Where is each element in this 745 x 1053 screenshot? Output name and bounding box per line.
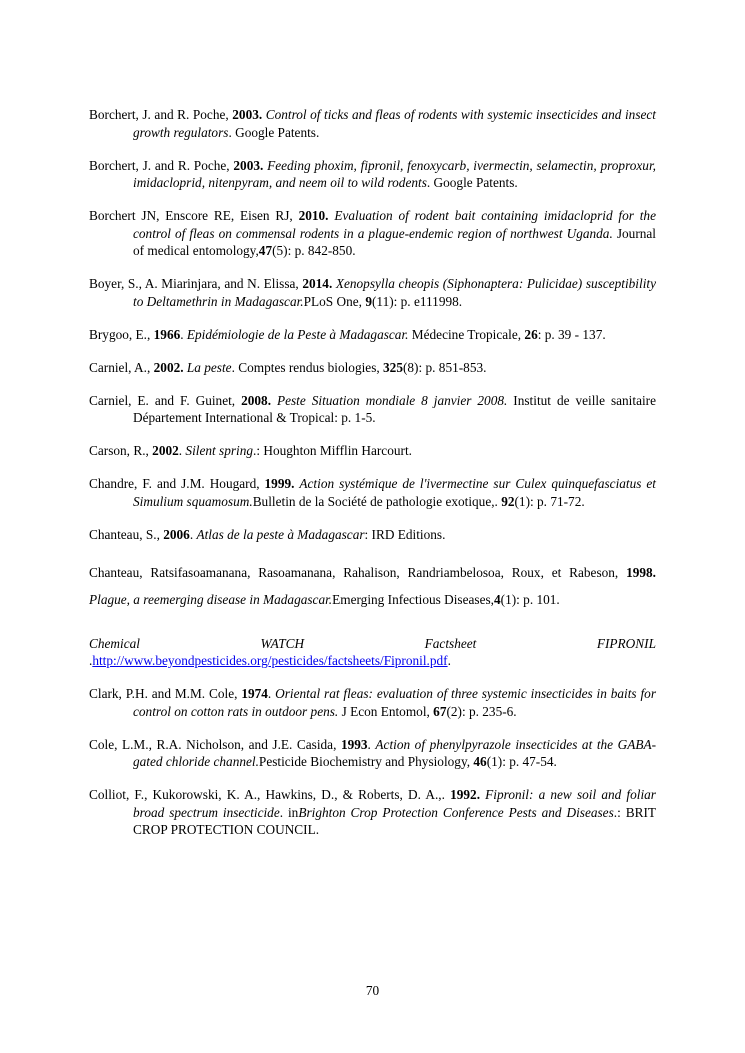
reference-url-line: .http://www.beyondpesticides.org/pesticides/factsheets/Fipronil.pdf. (89, 653, 451, 668)
factsheet-link[interactable]: http://www.beyondpesticides.org/pesticides/factsheets/Fipronil.pdf (92, 653, 448, 668)
reference-entry: Brygoo, E., 1966. Epidémiologie de la Peste à Madagascar. Médecine Tropicale, 26: p. 39 - 137. (89, 326, 606, 342)
page-number: 70 (365, 983, 380, 998)
reference-entry: Borchert JN, Enscore RE, Eisen RJ, 2010. Evaluation of rodent bait containing imidacloprid for the control of fleas on commensal rodents in a plague-endemic region of northwest Uganda. Journal of medical entomology,47(5): p. 842-850. (89, 208, 656, 258)
reference-entry: Borchert, J. and R. Poche, 2003. Feeding phoxim, fipronil, fenoxycarb, ivermectin, selamectin, proproxur, imidacloprid, nitenpyram, and neem oil to wild rodents. Google Patents. (89, 157, 656, 190)
reference-entry: Carson, R., 2002. Silent spring.: Houghton Mifflin Harcourt. (89, 443, 412, 458)
reference-entry: Carniel, A., 2002. La peste. Comptes rendus biologies, 325(8): p. 851-853. (89, 359, 487, 375)
reference-entry: Carniel, E. and F. Guinet, 2008. Peste Situation mondiale 8 janvier 2008. Institut de veille sanitaire Département International & Tropical: p. 1-5. (89, 392, 656, 425)
reference-entry: Chanteau, S., 2006. Atlas de la peste à Madagascar: IRD Editions. (89, 526, 446, 542)
reference-entry: Chanteau, Ratsifasoamanana, Rasoamanana, Rahalison, Randriambelosoa, Roux, et Rabeson, 1998. Plague, a reemerging disease in Madagascar.Emerging Infectious Diseases,4(1): p. 101. (89, 564, 656, 607)
reference-entry (89, 635, 656, 670)
reference-entry: Chandre, F. and J.M. Hougard, 1999. Action systémique de l'ivermectine sur Culex quinquefasciatus et Simulium squamosum.Bulletin de la Société de pathologie exotique,. 92(1): p. 71-72. (89, 476, 657, 509)
reference-title-line: Chemical WATCH Factsheet FIPRONIL (89, 635, 656, 651)
reference-entry: Clark, P.H. and M.M. Cole, 1974. Oriental rat fleas: evaluation of three systemic insecticides in baits for control on cotton rats in outdoor pens. J Econ Entomol, 67(2): p. 235-6. (89, 686, 656, 719)
reference-list (89, 106, 656, 854)
reference-entry: Borchert, J. and R. Poche, 2003. Control of ticks and fleas of rodents with systemic insecticides and insect growth regulators. Google Patents. (89, 107, 657, 140)
reference-entry: Boyer, S., A. Miarinjara, and N. Elissa, 2014. Xenopsylla cheopis (Siphonaptera: Pulicidae) susceptibility to Deltamethrin in Madagascar.PLoS One, 9(11): p. e111998. (89, 276, 656, 309)
reference-entry: Cole, L.M., R.A. Nicholson, and J.E. Casida, 1993. Action of phenylpyrazole insecticides at the GABA-gated chloride channel.Pesticide Biochemistry and Physiology, 46(1): p. 47-54. (89, 736, 657, 769)
reference-entry: Colliot, F., Kukorowski, K. A., Hawkins, D., & Roberts, D. A.,. 1992. Fipronil: a new soil and foliar broad spectrum insecticide. inBrighton Crop Protection Conference Pests and Diseases.: BRIT CROP PROTECTION COUNCIL. (89, 787, 656, 837)
